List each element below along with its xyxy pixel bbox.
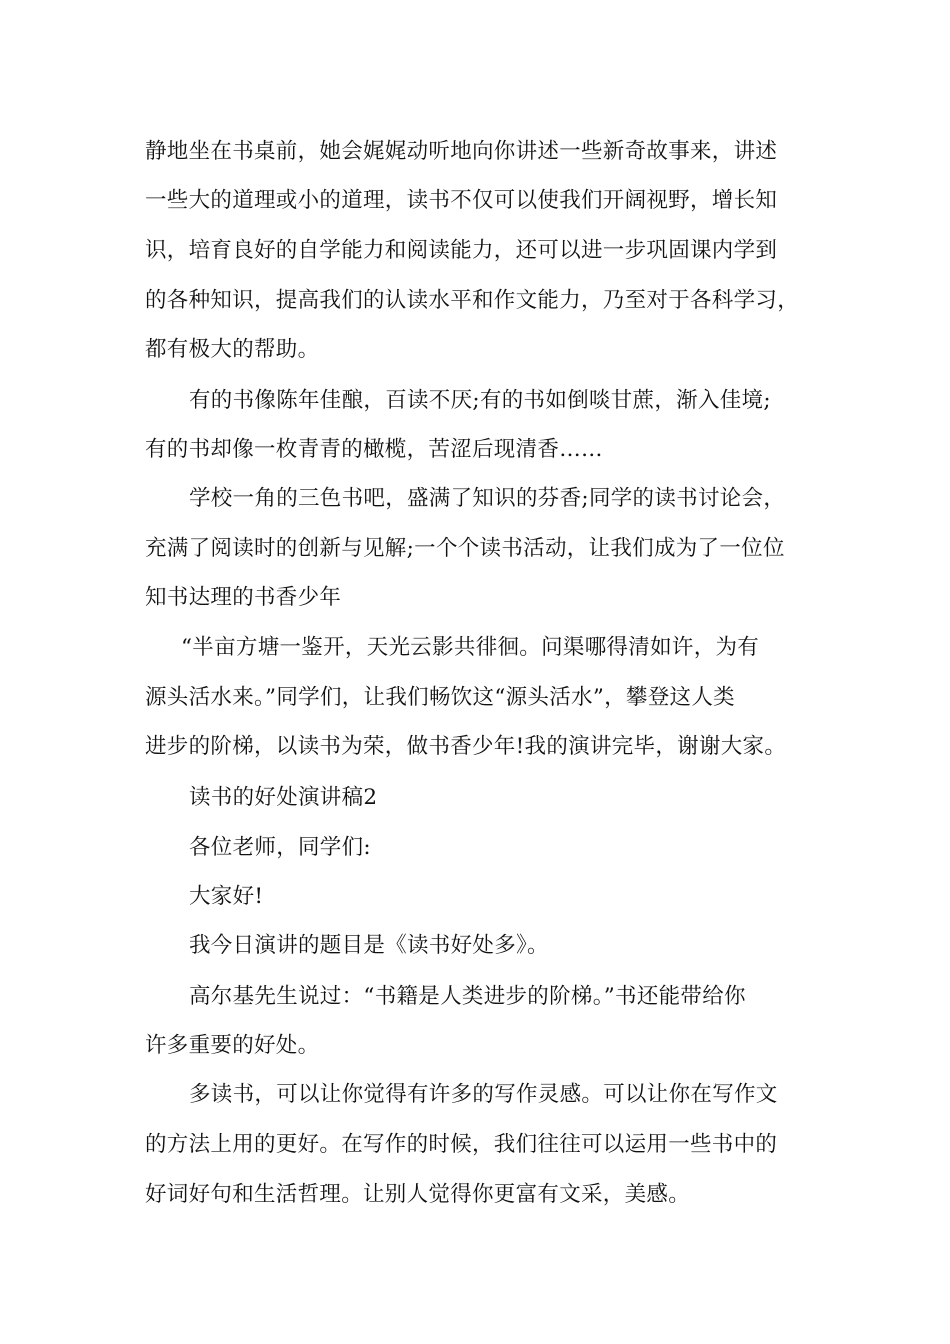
text-line: 源头活水来。”同学们，让我们畅饮这“源头活水”，攀登这人类 — [145, 685, 735, 710]
text-line: 好词好句和生活哲理。让别人觉得你更富有文采，美感。 — [145, 1182, 691, 1207]
salutation: 各位老师，同学们: — [189, 835, 371, 860]
text-line: 的方法上用的更好。在写作的时候，我们往往可以运用一些书中的 — [145, 1132, 778, 1157]
text-line: “半亩方塘一鉴开，天光云影共徘徊。问渠哪得清如许，为有 — [181, 635, 760, 660]
text-line: 许多重要的好处。 — [145, 1033, 320, 1058]
greeting: 大家好! — [189, 884, 264, 909]
text-line: 都有极大的帮助。 — [145, 337, 320, 362]
text-line: 的各种知识，提高我们的认读水平和作文能力，乃至对于各科学习， — [145, 288, 800, 313]
section-heading: 读书的好处演讲稿2 — [189, 785, 378, 810]
text-line: 进步的阶梯，以读书为荣，做书香少年!我的演讲完毕，谢谢大家。 — [145, 734, 787, 759]
text-line: 学校一角的三色书吧，盛满了知识的芬香;同学的读书讨论会， — [189, 486, 786, 511]
text-line: 高尔基先生说过：“书籍是人类进步的阶梯。”书还能带给你 — [189, 984, 746, 1009]
text-line: 一些大的道理或小的道理，读书不仅可以使我们开阔视野，增长知 — [145, 188, 778, 213]
text-line: 有的书却像一枚青青的橄榄，苦涩后现清香…… — [145, 437, 603, 462]
text-line: 静地坐在书桌前，她会娓娓动听地向你讲述一些新奇故事来，讲述 — [145, 139, 778, 164]
text-line: 充满了阅读时的创新与见解;一个个读书活动，让我们成为了一位位 — [145, 536, 785, 561]
text-line: 有的书像陈年佳酿，百读不厌;有的书如倒啖甘蔗，渐入佳境; — [189, 388, 771, 413]
text-line: 多读书，可以让你觉得有许多的写作灵感。可以让你在写作文 — [189, 1082, 778, 1107]
text-line: 识，培育良好的自学能力和阅读能力，还可以进一步巩固课内学到 — [145, 238, 778, 263]
text-line: 知书达理的书香少年 — [145, 585, 342, 610]
text-line: 我今日演讲的题目是《读书好处多》。 — [189, 933, 549, 958]
